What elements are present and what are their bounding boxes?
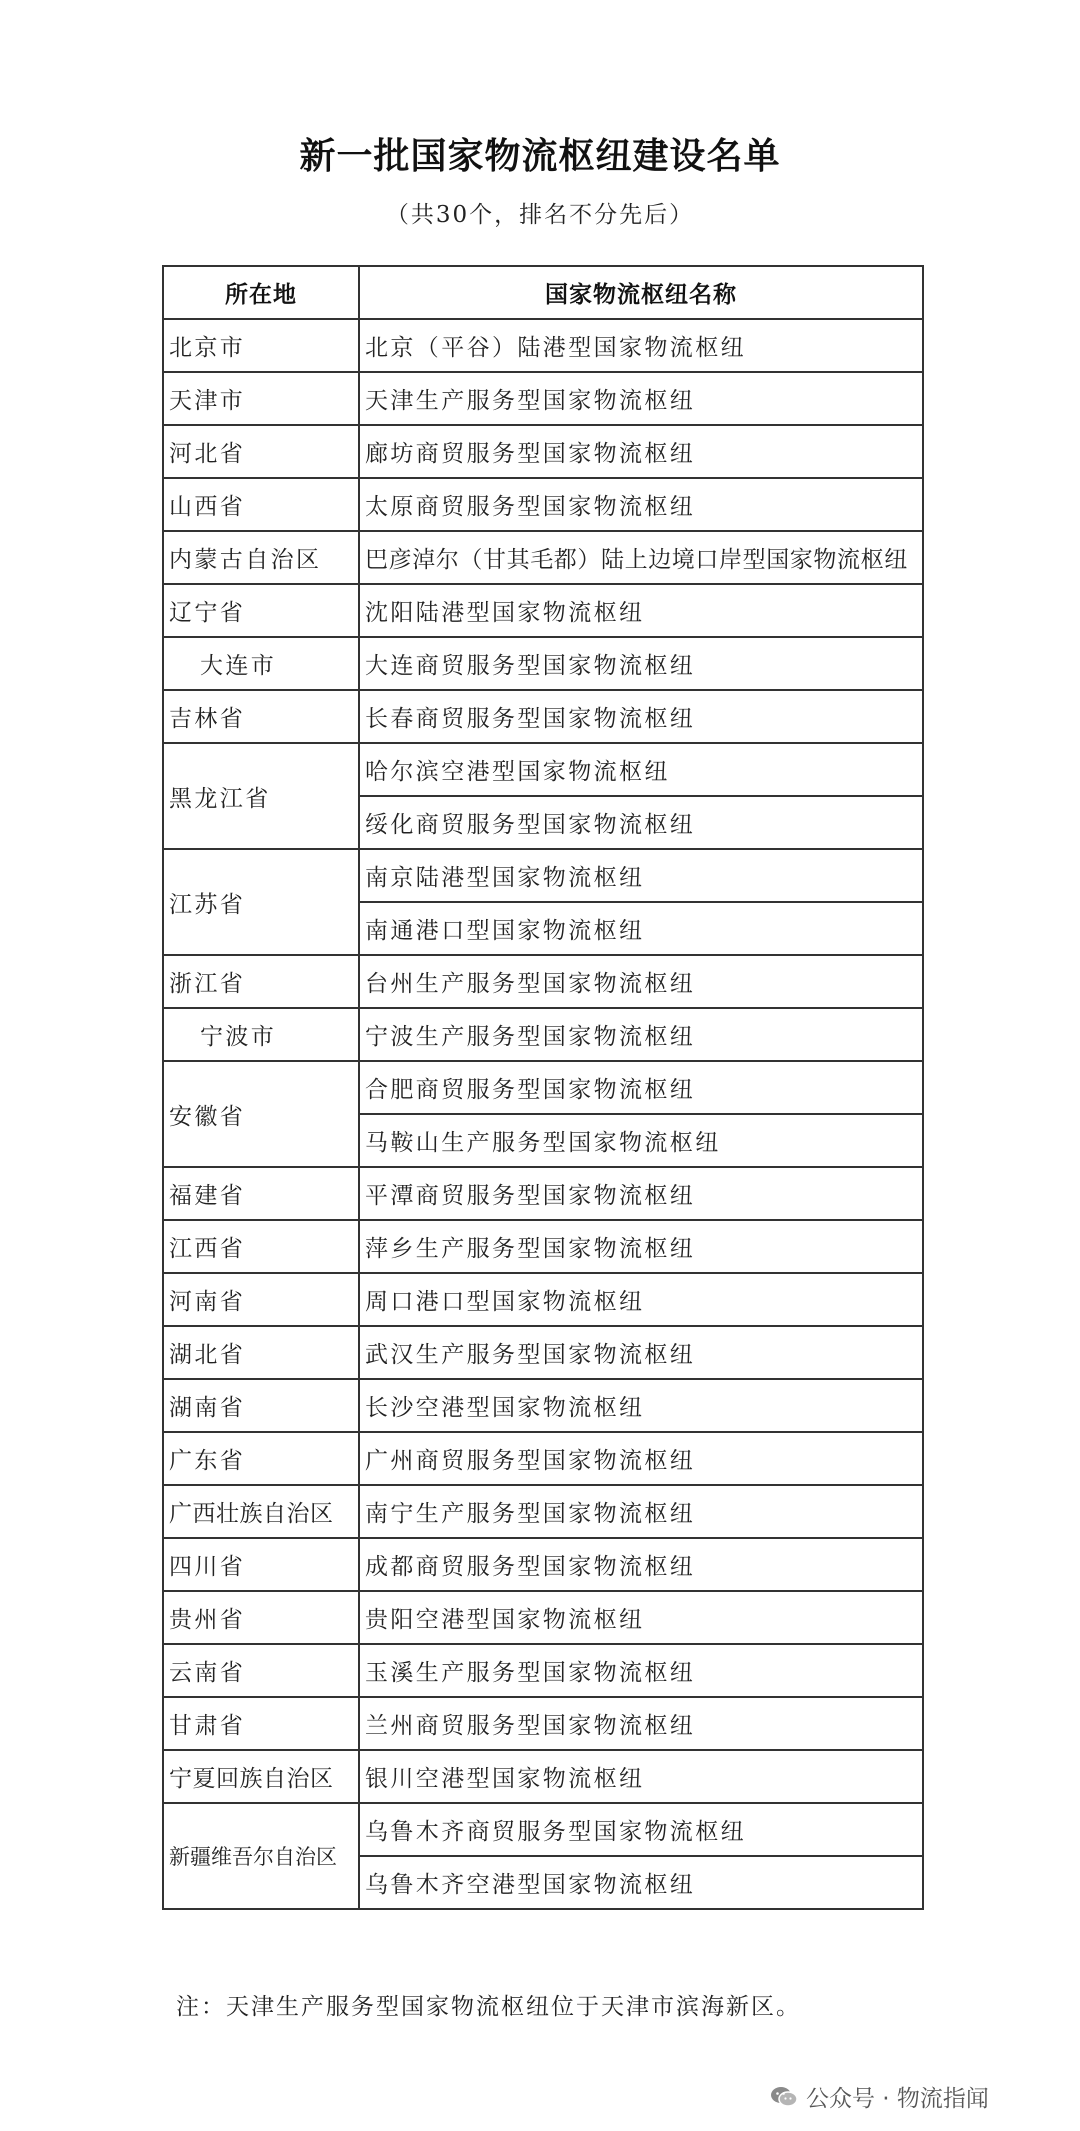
location-cell: 宁波市: [163, 1008, 359, 1061]
hub-name-cell: 萍乡生产服务型国家物流枢纽: [359, 1220, 923, 1273]
hub-name-cell: 哈尔滨空港型国家物流枢纽: [359, 743, 923, 796]
table-row: [163, 319, 923, 372]
wechat-icon: [770, 2086, 798, 2108]
hub-name-cell: 巴彦淖尔（甘其毛都）陆上边境口岸型国家物流枢纽: [359, 531, 923, 584]
table-row: [163, 1591, 923, 1644]
location-cell: 宁夏回族自治区: [163, 1750, 359, 1803]
table-row: [163, 1273, 923, 1326]
hub-name-cell: 合肥商贸服务型国家物流枢纽: [359, 1061, 923, 1114]
hub-name-cell: 长春商贸服务型国家物流枢纽: [359, 690, 923, 743]
hub-name-cell: 南京陆港型国家物流枢纽: [359, 849, 923, 902]
location-cell: 四川省: [163, 1538, 359, 1591]
hub-name-cell: 乌鲁木齐空港型国家物流枢纽: [359, 1856, 923, 1909]
hub-name-cell: 兰州商贸服务型国家物流枢纽: [359, 1697, 923, 1750]
location-cell: 湖北省: [163, 1326, 359, 1379]
table-row: [163, 1538, 923, 1591]
location-cell: 大连市: [163, 637, 359, 690]
location-cell: 北京市: [163, 319, 359, 372]
location-cell: 贵州省: [163, 1591, 359, 1644]
table-row: [163, 478, 923, 531]
table-row: [163, 1326, 923, 1379]
table-row: [163, 743, 923, 796]
table-header-row: [163, 266, 923, 319]
table-row: [163, 1432, 923, 1485]
location-cell: 浙江省: [163, 955, 359, 1008]
table-row: [163, 531, 923, 584]
hub-name-cell: 台州生产服务型国家物流枢纽: [359, 955, 923, 1008]
location-cell: 云南省: [163, 1644, 359, 1697]
hub-name-cell: 天津生产服务型国家物流枢纽: [359, 372, 923, 425]
hub-name-cell: 绥化商贸服务型国家物流枢纽: [359, 796, 923, 849]
location-cell: 河北省: [163, 425, 359, 478]
header-location: 所在地: [163, 266, 359, 319]
table-row: [163, 690, 923, 743]
location-cell: 吉林省: [163, 690, 359, 743]
hub-name-cell: 成都商贸服务型国家物流枢纽: [359, 1538, 923, 1591]
hub-name-cell: 太原商贸服务型国家物流枢纽: [359, 478, 923, 531]
table-row: [163, 1061, 923, 1114]
table-row: [163, 955, 923, 1008]
hub-name-cell: 沈阳陆港型国家物流枢纽: [359, 584, 923, 637]
location-cell: 安徽省: [163, 1061, 359, 1167]
location-cell: 福建省: [163, 1167, 359, 1220]
table-row: [163, 1750, 923, 1803]
hub-table: [162, 265, 924, 1910]
header-hub-name: 国家物流枢纽名称: [359, 266, 923, 319]
table-row: [163, 372, 923, 425]
page-subtitle: （共30个，排名不分先后）: [385, 202, 695, 228]
location-cell: 山西省: [163, 478, 359, 531]
hub-name-cell: 银川空港型国家物流枢纽: [359, 1750, 923, 1803]
watermark-text: 公众号 · 物流指闻: [806, 2086, 989, 2112]
hub-name-cell: 长沙空港型国家物流枢纽: [359, 1379, 923, 1432]
hub-name-cell: 南通港口型国家物流枢纽: [359, 902, 923, 955]
location-cell: 黑龙江省: [163, 743, 359, 849]
hub-name-cell: 马鞍山生产服务型国家物流枢纽: [359, 1114, 923, 1167]
page-title: 新一批国家物流枢纽建设名单: [299, 136, 781, 177]
table-row: [163, 849, 923, 902]
location-cell: 湖南省: [163, 1379, 359, 1432]
table-row: [163, 637, 923, 690]
table-row: [163, 1697, 923, 1750]
hub-name-cell: 周口港口型国家物流枢纽: [359, 1273, 923, 1326]
table-row: [163, 584, 923, 637]
location-cell: 内蒙古自治区: [163, 531, 359, 584]
location-cell: 江西省: [163, 1220, 359, 1273]
hub-name-cell: 广州商贸服务型国家物流枢纽: [359, 1432, 923, 1485]
location-cell: 江苏省: [163, 849, 359, 955]
location-cell: 新疆维吾尔自治区: [163, 1803, 359, 1909]
location-cell: 河南省: [163, 1273, 359, 1326]
table-row: [163, 1803, 923, 1856]
hub-name-cell: 贵阳空港型国家物流枢纽: [359, 1591, 923, 1644]
table-row: [163, 1220, 923, 1273]
hub-name-cell: 武汉生产服务型国家物流枢纽: [359, 1326, 923, 1379]
hub-name-cell: 玉溪生产服务型国家物流枢纽: [359, 1644, 923, 1697]
table-row: [163, 1167, 923, 1220]
hub-name-cell: 平潭商贸服务型国家物流枢纽: [359, 1167, 923, 1220]
hub-name-cell: 廊坊商贸服务型国家物流枢纽: [359, 425, 923, 478]
location-cell: 广西壮族自治区: [163, 1485, 359, 1538]
hub-name-cell: 乌鲁木齐商贸服务型国家物流枢纽: [359, 1803, 923, 1856]
hub-name-cell: 北京（平谷）陆港型国家物流枢纽: [359, 319, 923, 372]
hub-name-cell: 大连商贸服务型国家物流枢纽: [359, 637, 923, 690]
table-row: [163, 1644, 923, 1697]
location-cell: 天津市: [163, 372, 359, 425]
hub-name-cell: 宁波生产服务型国家物流枢纽: [359, 1008, 923, 1061]
footnote: 注：天津生产服务型国家物流枢纽位于天津市滨海新区。: [176, 1994, 801, 2020]
table-row: [163, 425, 923, 478]
location-cell: 甘肃省: [163, 1697, 359, 1750]
table-row: [163, 1379, 923, 1432]
hub-name-cell: 南宁生产服务型国家物流枢纽: [359, 1485, 923, 1538]
location-cell: 广东省: [163, 1432, 359, 1485]
table-row: [163, 1485, 923, 1538]
location-cell: 辽宁省: [163, 584, 359, 637]
table-row: [163, 1008, 923, 1061]
watermark: [770, 2080, 989, 2113]
